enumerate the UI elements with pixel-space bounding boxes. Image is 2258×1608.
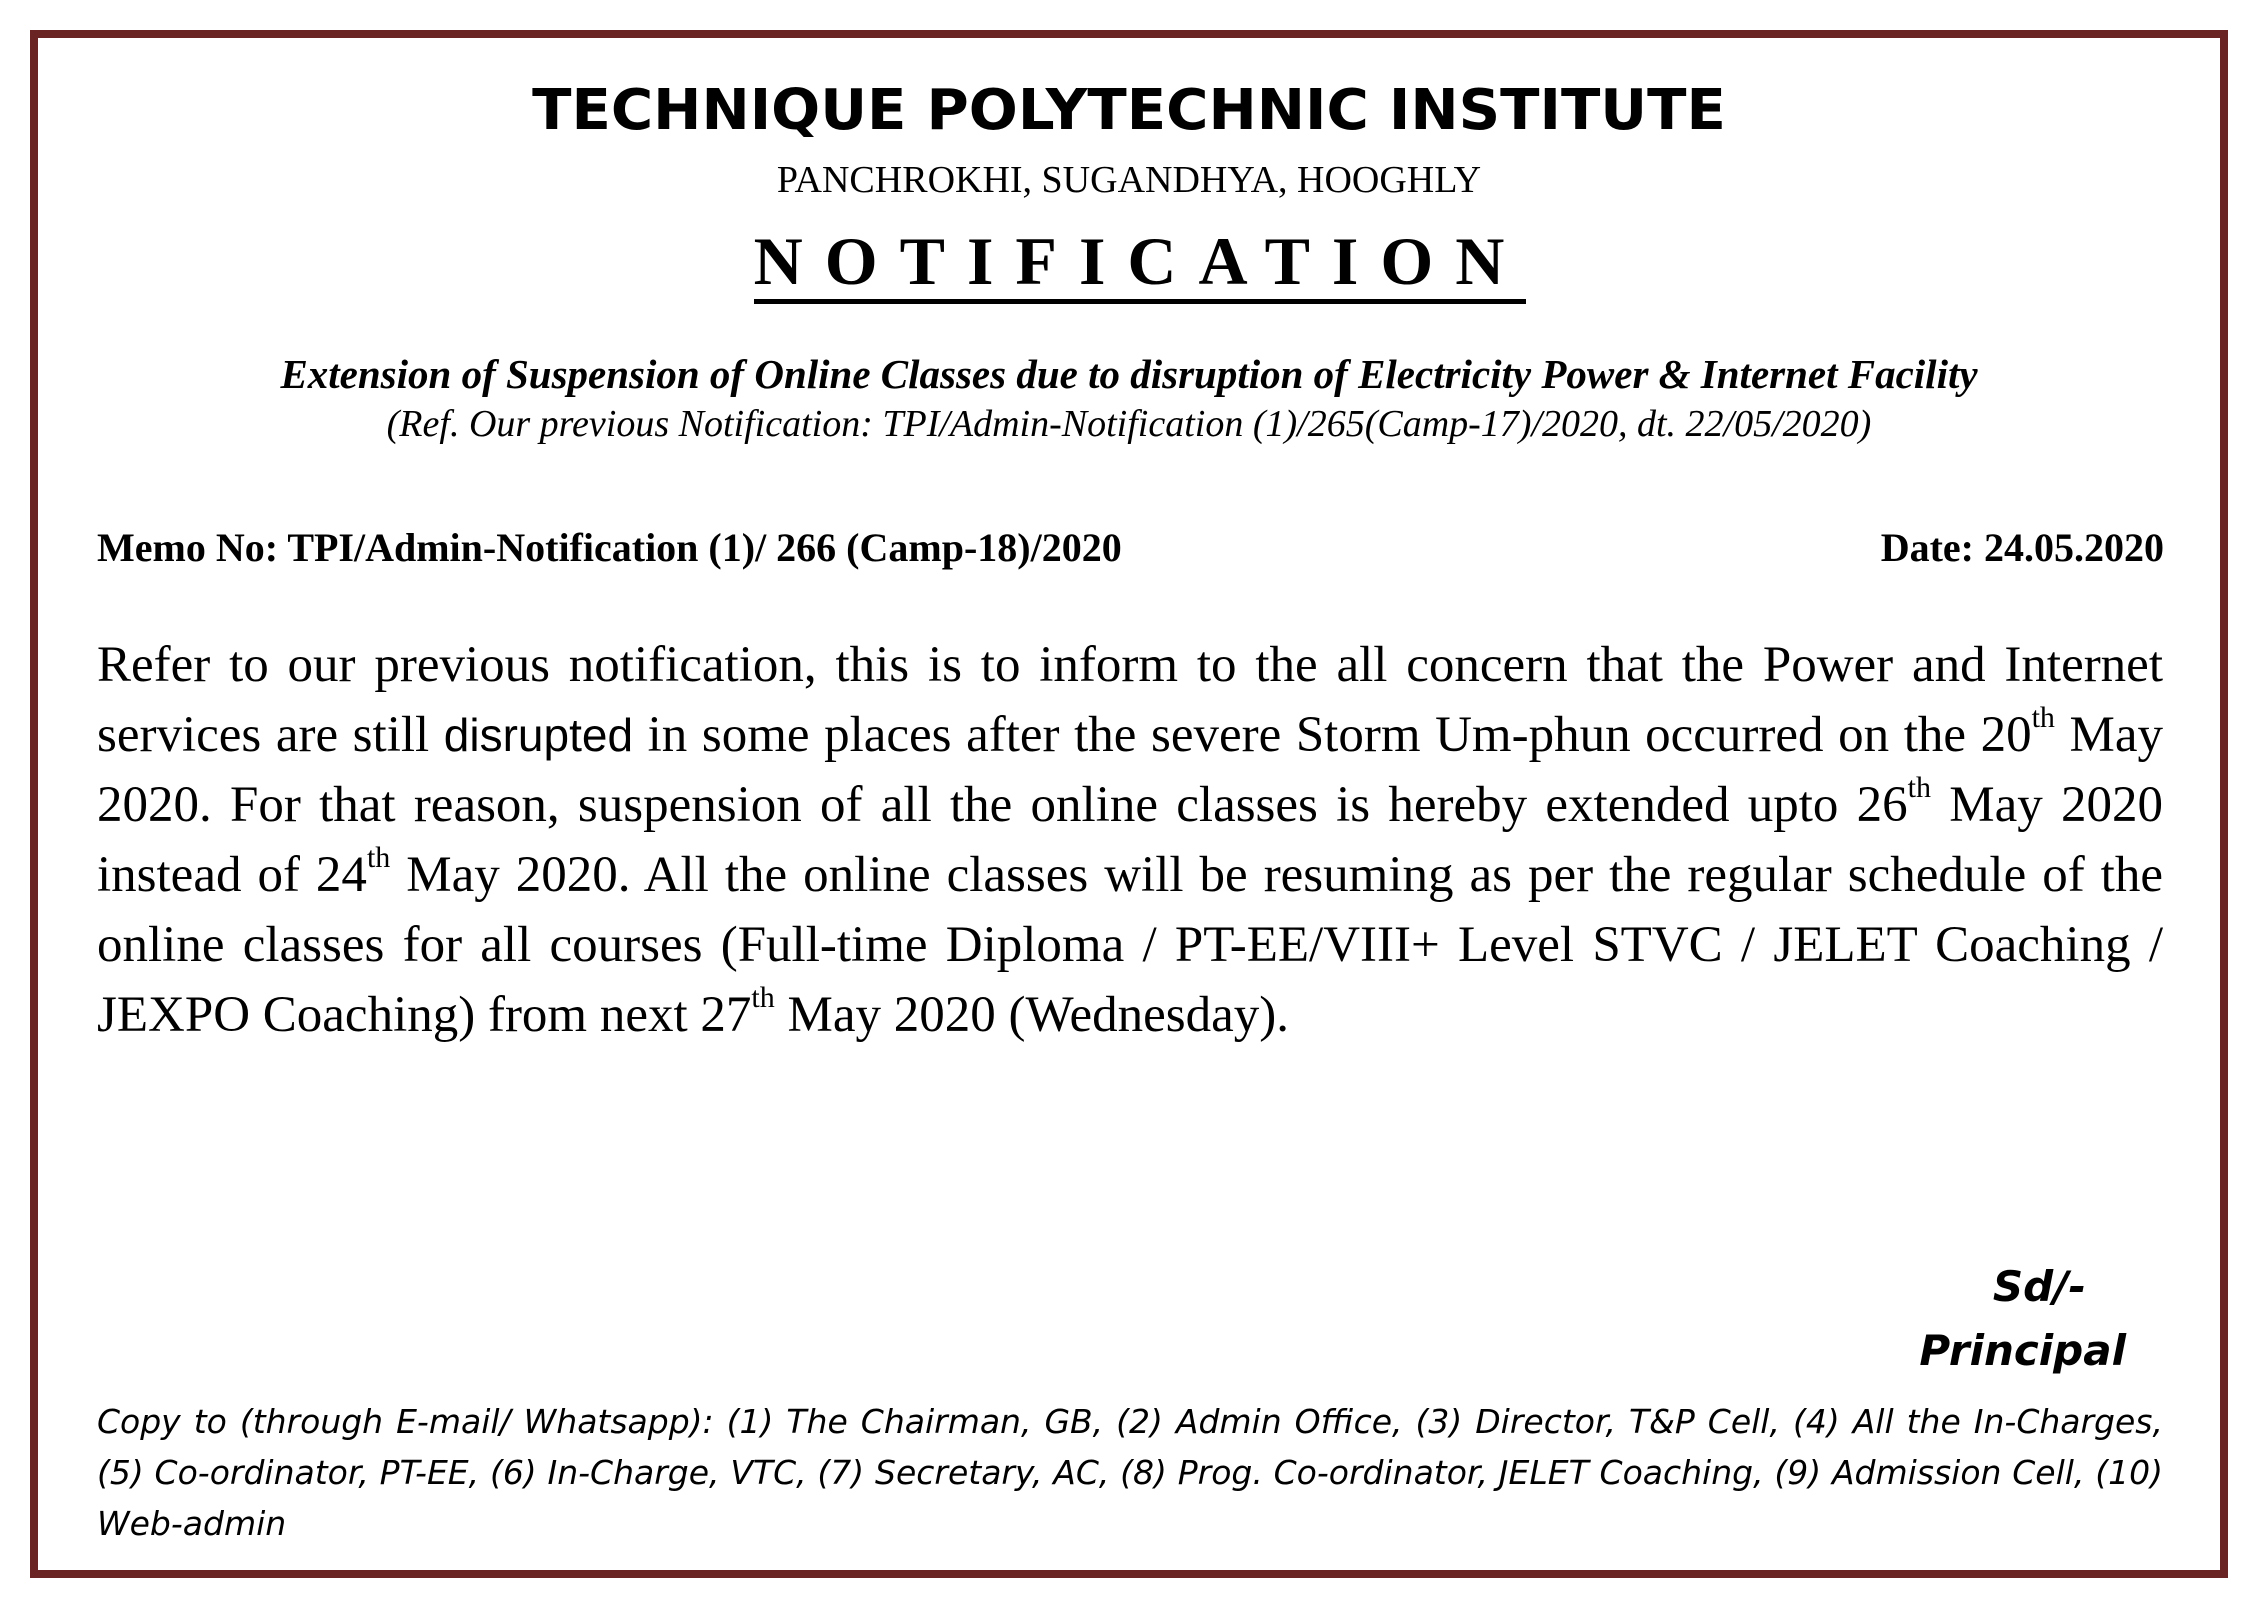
notification-heading bbox=[0, 222, 2258, 301]
body-text-part: May 2020 (Wednesday). bbox=[774, 987, 1290, 1043]
ordinal-suffix: th bbox=[1907, 771, 1932, 804]
body-text-part: May 2020 instead of 24 bbox=[97, 777, 2164, 903]
body-text-part: Refer to our previous notification, this is to inform to the all concern that the Power and Internet services are still bbox=[97, 637, 2163, 763]
institute-address: PANCHROKHI, SUGANDHYA, HOOGHLY bbox=[776, 159, 1482, 201]
reference-line: (Ref. Our previous Notification: TPI/Admin-Notification (1)/265(Camp-17)/2020, dt. 22/05/2020) bbox=[386, 403, 1872, 445]
institute-name: TECHNIQUE POLYTECHNIC INSTITUTE bbox=[532, 78, 1726, 143]
subject-line: Extension of Suspension of Online Classes due to disruption of Electricity Power & Internet Facility bbox=[280, 351, 1978, 397]
notification-body bbox=[97, 630, 2163, 1050]
body-text-part: in some places after the severe Storm Um-phun occurred on the 20 bbox=[633, 707, 2032, 763]
body-text-part: May 2020. For that reason, suspension of all the online classes is hereby extended upto 26 bbox=[97, 707, 2164, 833]
signatory-title: Principal bbox=[1919, 1326, 2126, 1375]
signature-sd: Sd/- bbox=[1992, 1262, 2086, 1311]
ordinal-suffix: th bbox=[366, 841, 391, 874]
copy-to-list: Copy to (through E-mail/ Whatsapp): (1) The Chairman, GB, (2) Admin Office, (3) Director, T&P Cell, (4) All the In-Charges, (5) Co-ordinator, PT-EE, (6) In-Charge, VTC, (7) Secretary, AC, (8) Prog. Co-ordinator, JELET Coaching, (9) Admission Cell, (10) Web-admin bbox=[97, 1402, 2163, 1543]
ordinal-suffix: th bbox=[751, 981, 775, 1014]
memo-number: Memo No: TPI/Admin-Notification (1)/ 266 (Camp-18)/2020 bbox=[97, 525, 1122, 570]
notification-heading-text: NOTIFICATION bbox=[754, 223, 1527, 304]
body-text-part: disrupted bbox=[443, 709, 634, 761]
body-text-part: May 2020. All the online classes will be resuming as per the regular schedule of the online classes for all courses (Full-time Diploma / PT-EE/VIII+ Level STVC / JELET Coaching / JEXPO Coaching) from next 27 bbox=[97, 847, 2163, 1043]
ordinal-suffix: th bbox=[2031, 701, 2055, 734]
memo-date: Date: 24.05.2020 bbox=[1880, 525, 2164, 570]
signature-block bbox=[1866, 1255, 2126, 1383]
